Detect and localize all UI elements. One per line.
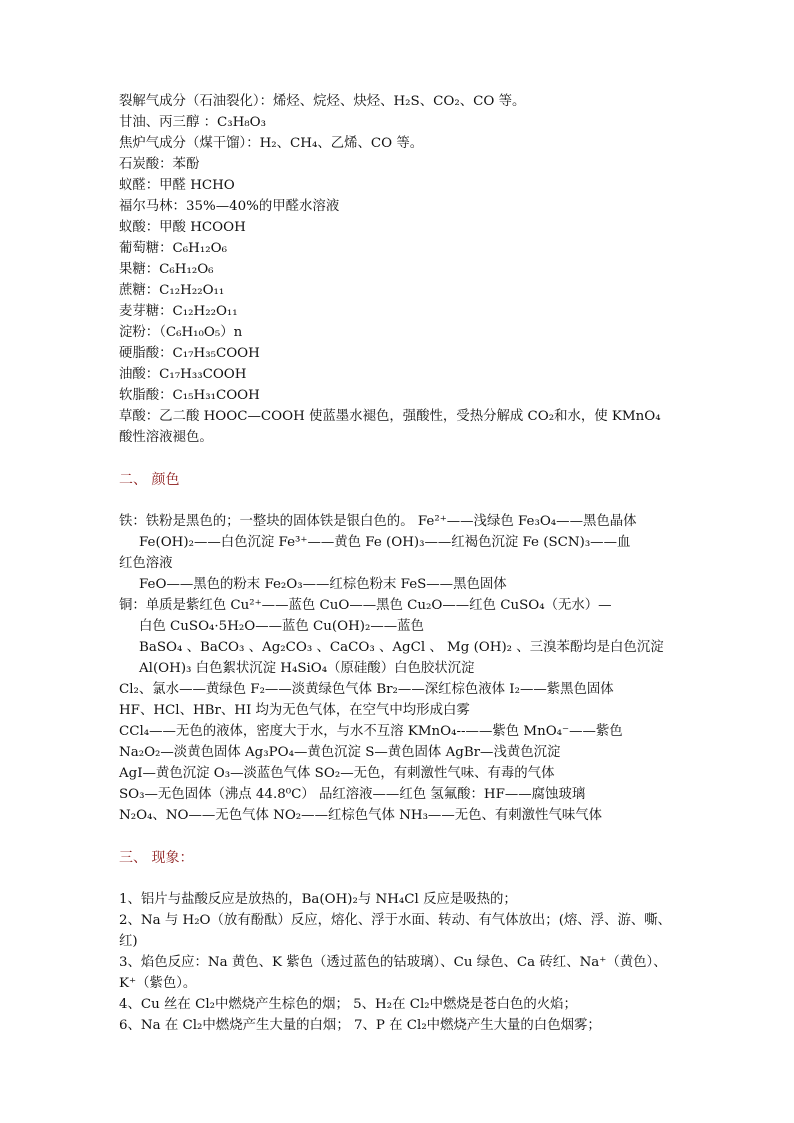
text-line: 蔗糖：C₁₂H₂₂O₁₁ xyxy=(119,283,225,298)
text-line: 红) xyxy=(119,934,138,949)
text-line: 1、铝片与盐酸反应是放热的，Ba(OH)₂与 NH₄Cl 反应是吸热的； xyxy=(119,892,517,907)
text-line: 石炭酸：苯酚 xyxy=(119,157,200,172)
text-line: Al(OH)₃ 白色絮状沉淀 H₄SiO₄（原硅酸）白色胶状沉淀 xyxy=(139,661,475,676)
text-line: 果糖：C₆H₁₂O₆ xyxy=(119,262,214,277)
text-line: BaSO₄ 、BaCO₃ 、Ag₂CO₃ 、CaCO₃ 、AgCl 、 Mg (OH)₂ 、三溴苯酚均是白色沉淀 xyxy=(139,640,664,655)
text-line: 酸性溶液褪色。 xyxy=(119,430,213,445)
text-line: 红色溶液 xyxy=(119,556,173,571)
text-line: K⁺（紫色）。 xyxy=(119,976,197,991)
text-line: 葡萄糖：C₆H₁₂O₆ xyxy=(119,241,227,256)
text-line: 油酸：C₁₇H₃₃COOH xyxy=(119,367,247,382)
text-line: SO₃—无色固体（沸点 44.8⁰C） 品红溶液——红色 氢氟酸：HF——腐蚀玻璃 xyxy=(119,787,586,802)
text-line: 4、Cu 丝在 Cl₂中燃烧产生棕色的烟； 5、H₂在 Cl₂中燃烧是苍白色的火焰； xyxy=(119,997,577,1012)
text-line: 铜：单质是紫红色 Cu²⁺——蓝色 CuO——黑色 Cu₂O——红色 CuSO₄（无水）— xyxy=(119,598,612,613)
text-line: AgI—黄色沉淀 O₃—淡蓝色气体 SO₂—无色，有刺激性气味、有毒的气体 xyxy=(119,766,555,781)
text-line: 2、Na 与 H₂O（放有酚酞）反应，熔化、浮于水面、转动、有气体放出；(熔、浮、游、嘶、 xyxy=(119,913,672,928)
text-line: FeO——黑色的粉末 Fe₂O₃——红棕色粉末 FeS——黑色固体 xyxy=(139,577,507,592)
text-line: N₂O₄、NO——无色气体 NO₂——红棕色气体 NH₃——无色、有刺激性气味气体 xyxy=(119,808,603,823)
text-line: 铁：铁粉是黑色的；一整块的固体铁是银白色的。 Fe²⁺——浅绿色 Fe₃O₄——黑色晶体 xyxy=(119,514,637,529)
text-line: CCl₄——无色的液体，密度大于水，与水不互溶 KMnO₄--——紫色 MnO₄⁻——紫色 xyxy=(119,724,623,739)
text-line: Na₂O₂—淡黄色固体 Ag₃PO₄—黄色沉淀 S—黄色固体 AgBr—浅黄色沉淀 xyxy=(119,745,561,760)
text-line: 淀粉：（C₆H₁₀O₅）n xyxy=(119,325,243,340)
text-line: 6、Na 在 Cl₂中燃烧产生大量的白烟； 7、P 在 Cl₂中燃烧产生大量的白色烟雾； xyxy=(119,1018,601,1033)
text-line: Cl₂、氯水——黄绿色 F₂——淡黄绿色气体 Br₂——深红棕色液体 I₂——紫黑色固体 xyxy=(119,682,614,697)
text-line: Fe(OH)₂——白色沉淀 Fe³⁺——黄色 Fe (OH)₃——红褐色沉淀 Fe (SCN)₃——血 xyxy=(139,535,631,550)
text-line: 蚁醛：甲醛 HCHO xyxy=(119,178,235,193)
section-heading-phenomena: 三、 现象： xyxy=(119,850,194,866)
text-line: HF、HCl、HBr、HI 均为无色气体，在空气中均形成白雾 xyxy=(119,703,470,718)
text-line: 硬脂酸：C₁₇H₃₅COOH xyxy=(119,346,260,361)
text-line: 甘油、丙三醇 ：C₃H₈O₃ xyxy=(119,115,266,130)
text-line: 软脂酸：C₁₅H₃₁COOH xyxy=(119,388,260,403)
text-line: 福尔马林：35%—40%的甲醛水溶液 xyxy=(119,199,340,214)
text-line: 裂解气成分（石油裂化）：烯烃、烷烃、炔烃、H₂S、CO₂、CO 等。 xyxy=(119,94,526,109)
text-line: 蚁酸：甲酸 HCOOH xyxy=(119,220,246,235)
text-line: 草酸：乙二酸 HOOC—COOH 使蓝墨水褪色，强酸性，受热分解成 CO₂和水，使 KMnO₄ xyxy=(119,409,661,424)
text-line: 焦炉气成分（煤干馏）：H₂、CH₄、乙烯、CO 等。 xyxy=(119,136,424,151)
text-line: 麦芽糖：C₁₂H₂₂O₁₁ xyxy=(119,304,238,319)
section-heading-color: 二、 颜色 xyxy=(119,472,180,488)
text-line: 3、焰色反应：Na 黄色、K 紫色（透过蓝色的钴玻璃）、Cu 绿色、Ca 砖红、Na⁺（黄色）、 xyxy=(119,955,667,970)
text-line: 白色 CuSO₄·5H₂O——蓝色 Cu(OH)₂——蓝色 xyxy=(139,619,424,634)
